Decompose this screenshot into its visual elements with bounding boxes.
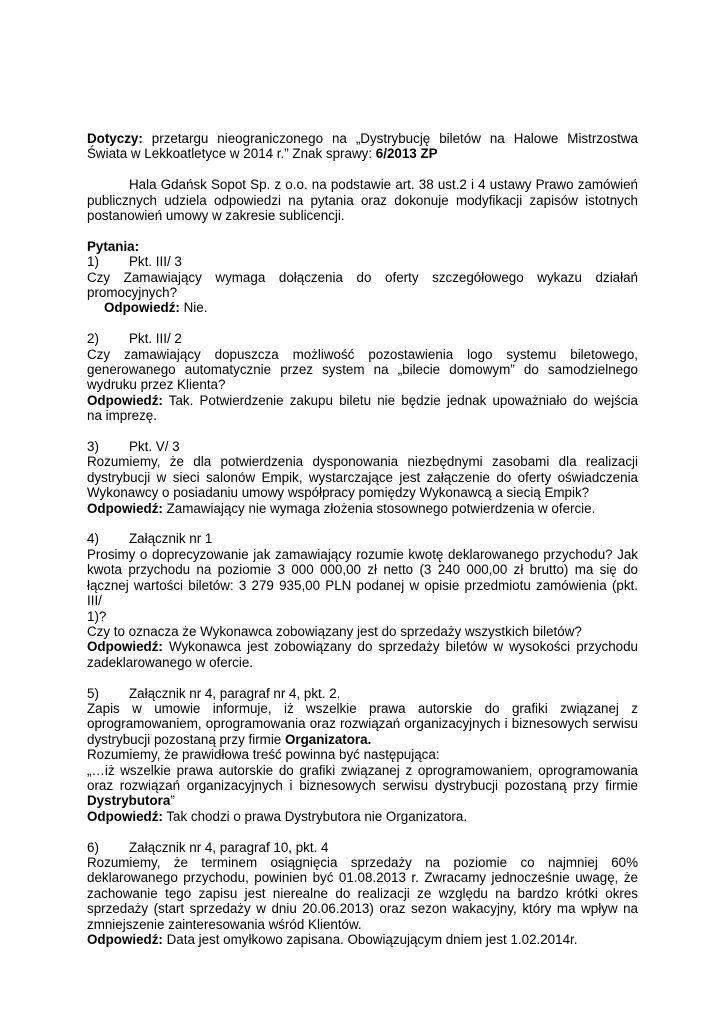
q2-answer-line-1: Odpowiedź: Tak. Potwierdzenie zakupu biletu nie będzie jednak upoważniało do wejścia <box>87 392 638 408</box>
questions-heading: Pytania: <box>87 238 140 254</box>
q4-line-2: kwota przychodu na poziomie 3 000 000,00 zł netto (3 240 000,00 zł brutto) ma się do <box>87 562 638 578</box>
q4-line-3: łącznej wartości biletów: 3 279 935,00 PLN podanej w opisie przedmiotu zamówienia (pkt. III/ <box>87 577 638 609</box>
subject-text: przetargu nieograniczonego na „Dystrybucję biletów na Halowe Mistrzostwa <box>151 131 638 146</box>
q4-line-4: 1)? <box>87 608 107 624</box>
q3-header: 3) Pkt. V/ 3 <box>87 439 180 455</box>
q6-line-1: Rozumiemy, że terminem osiągnięcia sprzedaży na poziomie co najmniej 60% <box>87 854 638 870</box>
q5-line-6: oraz rozwiązań organizacyjnych i biznesowych serwisu dystrybucji pozostaną przy firmie <box>87 777 638 793</box>
q4-answer-line-2: zadeklarowanego w ofercie. <box>87 654 253 670</box>
q5-line-7: Dystrybutora” <box>87 793 175 809</box>
q2-line-3: wydruku przez Klienta? <box>87 377 226 393</box>
q5-line-3: dystrybucji pozostaną przy firmie Organizatora. <box>87 731 372 747</box>
subject-label: Dotyczy: <box>87 131 143 146</box>
q2-answer-line-2: na imprezę. <box>87 408 157 424</box>
q4-answer-line-1: Odpowiedź: Wykonawca jest zobowiązany do sprzedaży biletów w wysokości przychodu <box>87 639 638 655</box>
q1-header: 1) Pkt. III/ 3 <box>87 254 182 270</box>
q3-line-3: Wykonawcy o posiadaniu umowy współpracy pomiędzy Wykonawcą a siecią Empik? <box>87 485 590 501</box>
subject-line-1 <box>87 131 638 146</box>
q1-line-2: promocyjnych? <box>87 285 178 301</box>
q1-answer: Odpowiedź: Nie. <box>104 300 208 316</box>
q6-answer: Odpowiedź: Data jest omyłkowo zapisana. Obowiązującym dniem jest 1.02.2014r. <box>87 932 578 948</box>
q5-answer: Odpowiedź: Tak chodzi o prawa Dystrybutora nie Organizatora. <box>87 808 468 824</box>
q5-header: 5) Załącznik nr 4, paragraf nr 4, pkt. 2. <box>87 685 341 701</box>
q4-line-5: Czy to oznacza że Wykonawca zobowiązany jest do sprzedaży wszystkich biletów? <box>87 623 582 639</box>
q5-line-5: „…iż wszelkie prawa autorskie do grafiki związanej z oprogramowaniem, oprogramowania <box>87 762 638 778</box>
q1-line-1: Czy Zamawiający wymaga dołączenia do oferty szczegółowego wykazu działań <box>87 269 638 285</box>
q5-line-2: oprogramowaniem, oprogramowania oraz rozwiązań organizacyjnych i biznesowych serwisu <box>87 716 638 732</box>
q6-line-3: zachowanie tego zapisu jest nierealne do realizacji ze względu na bardzo krótki okres <box>87 885 638 901</box>
subject-line-2: Świata w Lekkoatletyce w 2014 r.” Znak sprawy: 6/2013 ZP <box>87 146 438 162</box>
q5-line-4: Rozumiemy, że prawidłowa treść powinna być następująca: <box>87 747 440 763</box>
intro-line-2: publicznych udziela odpowiedzi na pytania oraz dokonuje modyfikacji zapisów istotnych <box>87 192 638 208</box>
q6-header: 6) Załącznik nr 4, paragraf 10, pkt. 4 <box>87 839 329 855</box>
q2-header: 2) Pkt. III/ 2 <box>87 331 182 347</box>
case-number: 6/2013 ZP <box>375 146 438 162</box>
q6-line-5: zmniejszenie zainteresowania wśród Klientów. <box>87 916 362 932</box>
q4-header: 4) Załącznik nr 1 <box>87 531 213 547</box>
q3-line-1: Rozumiemy, że dla potwierdzenia dysponowania niezbędnymi zasobami dla realizacji <box>87 454 638 470</box>
document-body <box>87 131 638 947</box>
q3-answer: Odpowiedź: Zamawiający nie wymaga złożenia stosownego potwierdzenia w ofercie. <box>87 500 596 516</box>
q4-line-1: Prosimy o doprecyzowanie jak zamawiający rozumie kwotę deklarowanego przychodu? Jak <box>87 546 638 562</box>
q6-line-4: sprzedaży (start sprzedaży w dniu 20.06.2013) oraz sezon wakacyjny, który ma wpływ na <box>87 901 638 917</box>
q6-line-2: deklarowanego przychodu, powinien być 01.08.2013 r. Zwracamy jednocześnie uwagę, że <box>87 870 638 886</box>
q5-line-1: Zapis w umowie informuje, iż wszelkie prawa autorskie do grafiki związanej z <box>87 700 638 716</box>
q3-line-2: dystrybucji w sieci salonów Empik, wystarczające jest załączenie do oferty oświadczenia <box>87 469 638 485</box>
intro-line-1: Hala Gdańsk Sopot Sp. z o.o. na podstawie art. 38 ust.2 i 4 ustawy Prawo zamówień <box>129 177 638 193</box>
q2-line-2: generowanego automatycznie przez system na „bilecie domowym” do samodzielnego <box>87 362 638 378</box>
q2-line-1: Czy zamawiający dopuszcza możliwość pozostawienia logo systemu biletowego, <box>87 346 638 362</box>
intro-line-3: postanowień umowy w zakresie sublicencji. <box>87 208 345 224</box>
